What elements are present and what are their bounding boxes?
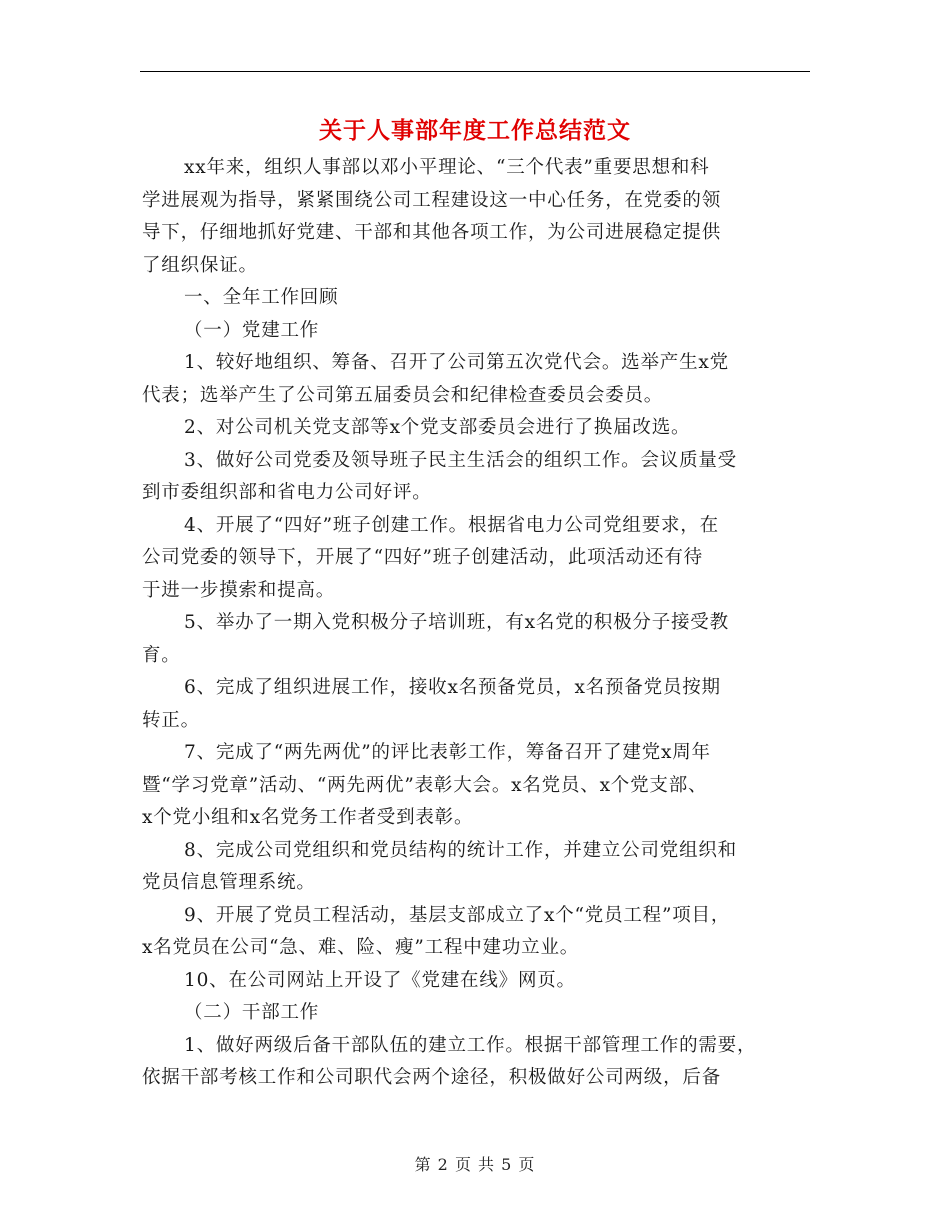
text-line: 代表；选举产生了公司第五届委员会和纪律检查委员会委员。 bbox=[142, 384, 664, 406]
text-line: 于进一步摸索和提高。 bbox=[142, 579, 336, 601]
text-line: 10、在公司网站上开设了《党建在线》网页。 bbox=[184, 969, 576, 991]
text-line: 了组织保证。 bbox=[142, 254, 258, 276]
text-line: xx年来，组织人事部以邓小平理论、“三个代表”重要思想和科 bbox=[184, 157, 710, 178]
text-line: 育。 bbox=[142, 644, 181, 666]
text-line: 党员信息管理系统。 bbox=[142, 872, 316, 893]
text-line: 6、完成了组织进展工作，接收x名预备党员，x名预备党员按期 bbox=[184, 677, 721, 698]
text-line: 依据干部考核工作和公司职代会两个途径，积极做好公司两级，后备 bbox=[142, 1067, 722, 1088]
text-line: 暨“学习党章”活动、“两先两优”表彰大会。x名党员、x个党支部、 bbox=[142, 774, 708, 796]
text-line: 一、全年工作回顾 bbox=[184, 287, 339, 308]
text-line: 公司党委的领导下，开展了“四好”班子创建活动，此项活动还有待 bbox=[142, 547, 703, 568]
document-title: 关于人事部年度工作总结范文 bbox=[319, 117, 631, 144]
text-line: 3、做好公司党委及领导班子民主生活会的组织工作。会议质量受 bbox=[184, 449, 737, 471]
text-line: 学进展观为指导，紧紧围绕公司工程建设这一中心任务，在党委的领 bbox=[142, 189, 722, 211]
text-line: 1、较好地组织、筹备、召开了公司第五次党代会。选举产生x党 bbox=[184, 352, 729, 373]
text-line: 导下，仔细地抓好党建、干部和其他各项工作，为公司进展稳定提供 bbox=[142, 222, 722, 243]
text-line: x名党员在公司“急、难、险、瘦”工程中建功立业。 bbox=[142, 937, 580, 958]
text-line: 9、开展了党员工程活动，基层支部成立了x个“党员工程”项目， bbox=[184, 904, 731, 926]
text-line: （二）干部工作 bbox=[184, 1002, 320, 1023]
text-line: 到市委组织部和省电力公司好评。 bbox=[142, 482, 432, 503]
text-line: 1、做好两级后备干部队伍的建立工作。根据干部管理工作的需要， bbox=[184, 1034, 757, 1056]
page-footer: 第 2 页 共 5 页 bbox=[414, 1155, 536, 1174]
text-line: 5、举办了一期入党积极分子培训班，有x名党的积极分子接受教 bbox=[184, 612, 729, 633]
text-line: 8、完成公司党组织和党员结构的统计工作，并建立公司党组织和 bbox=[184, 839, 737, 861]
document-body bbox=[142, 152, 810, 1095]
header-rule bbox=[140, 71, 810, 72]
text-line: x个党小组和x名党务工作者受到表彰。 bbox=[142, 807, 474, 828]
text-line: （一）党建工作 bbox=[184, 319, 320, 341]
text-line: 4、开展了“四好”班子创建工作。根据省电力公司党组要求，在 bbox=[184, 514, 719, 536]
text-line: 转正。 bbox=[142, 709, 200, 731]
text-line: 2、对公司机关党支部等x个党支部委员会进行了换届改选。 bbox=[184, 417, 691, 438]
text-line: 7、完成了“两先两优”的评比表彰工作，筹备召开了建党x周年 bbox=[184, 742, 711, 763]
